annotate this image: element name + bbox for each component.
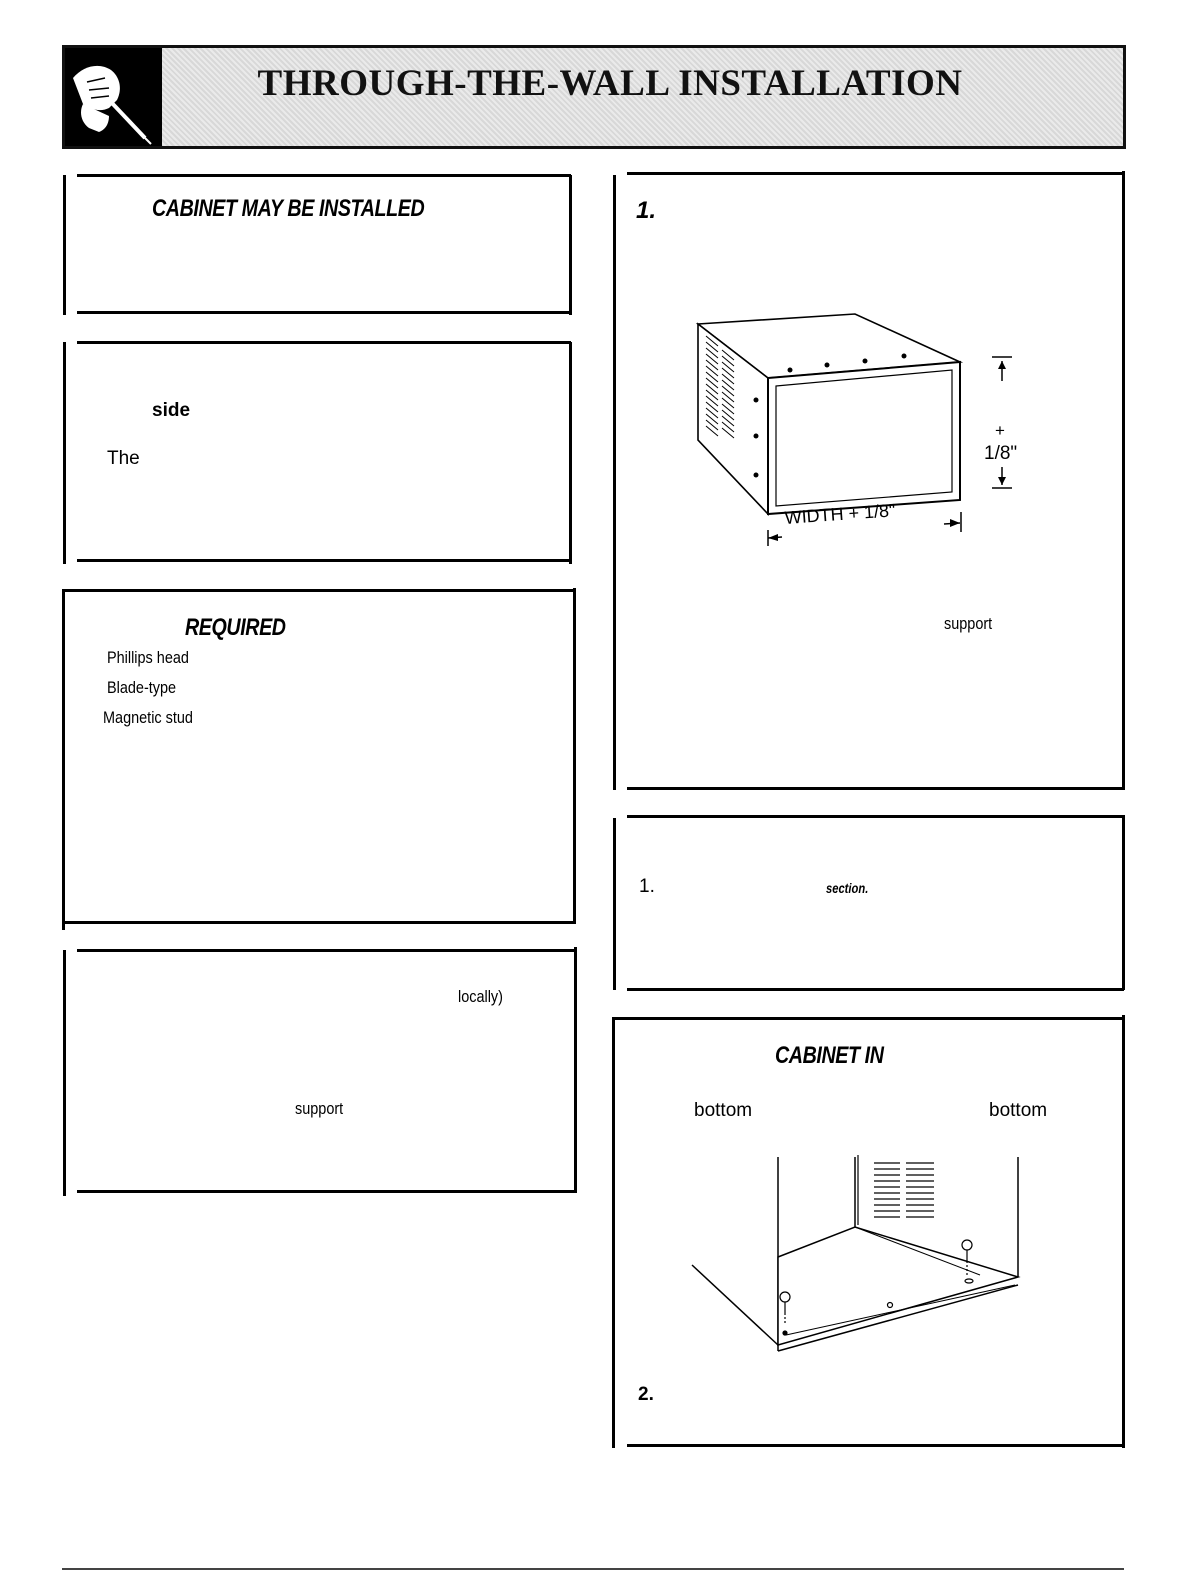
section-label: section. [826,880,869,896]
cabinet-in-heading: CABINET IN [775,1042,884,1069]
tool-item: Phillips head [107,648,189,667]
tool-item: Magnetic stud [103,708,193,727]
bottom-label-right: bottom [989,1100,1048,1121]
locally-label: locally) [458,987,503,1006]
tools-required-heading: REQUIRED [185,614,286,641]
width-dimension-arrow [766,508,966,548]
support-label: support [944,614,993,633]
height-plus: + [995,421,1005,440]
page-title: THROUGH-THE-WALL INSTALLATION [257,63,963,104]
side-label: side [152,400,191,421]
section-step-number: 1. [639,876,655,897]
page-bottom-rule [62,1568,1124,1570]
width-dimension-label: WIDTH + 1/8" [784,500,897,528]
support-label: support [295,1099,344,1118]
cabinet-installed-heading: CABINET MAY BE INSTALLED [152,195,425,222]
page-banner [62,45,1126,149]
tool-item: Blade-type [107,678,177,697]
bottom-label-left: bottom [694,1100,753,1121]
hand-screwdriver-icon [65,48,162,146]
the-label: The [107,448,140,469]
height-dimension-label: 1/8" [984,443,1018,464]
cabinet-in-step-number: 2. [638,1384,654,1405]
cabinet-floor-screws-diagram [690,1155,1030,1365]
step1-number: 1. [636,197,657,224]
